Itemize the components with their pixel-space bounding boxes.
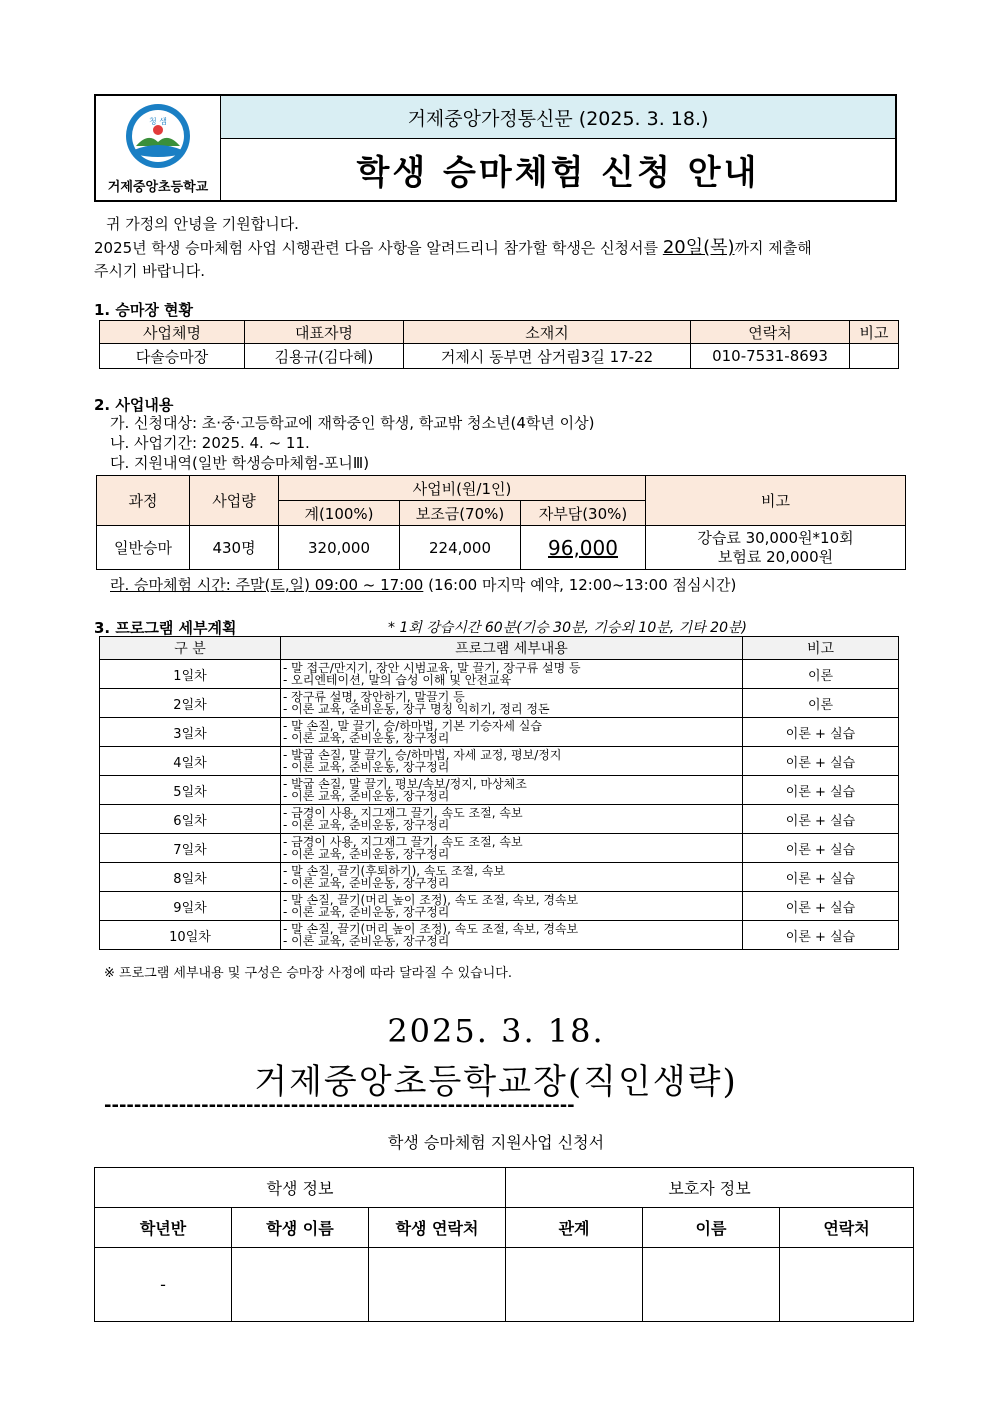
riding-time-detail: (16:00 마지막 예약, 12:00~13:00 점심시간) (428, 576, 737, 594)
program-content (281, 776, 743, 805)
program-content (281, 718, 743, 747)
h-grade-class: 학년반 (95, 1208, 232, 1248)
program-line-2: - 이론 교육, 준비운동, 장구정리 (283, 934, 450, 948)
guardian-phone-input[interactable] (780, 1248, 914, 1322)
program-note: 이론 + 실습 (743, 776, 899, 805)
program-line-2: - 이론 교육, 준비운동, 장구정리 (283, 905, 450, 919)
program-content (281, 689, 743, 718)
intro-line-2-pre: 2025년 학생 승마체험 사업 시행관련 다음 사항을 알려드리니 참가할 학생은 신청서를 (94, 239, 659, 257)
program-line-2: - 이론 교육, 준비운동, 장구정리 (283, 760, 450, 774)
intro-line-2-post: 까지 제출해 (734, 239, 812, 257)
section3-title: 3. 프로그램 세부계획 (94, 619, 237, 637)
program-day: 2일차 (100, 689, 281, 718)
col-content: 프로그램 세부내용 (281, 637, 743, 660)
form-title: 학생 승마체험 지원사업 신청서 (387, 1133, 605, 1152)
col-representative: 대표자명 (245, 321, 404, 344)
program-table (99, 636, 899, 950)
total-value: 320,000 (279, 526, 400, 570)
insurance-fee: 보험료 20,000원 (717, 547, 834, 566)
program-note: 이론 + 실습 (743, 718, 899, 747)
intro-line-1: 귀 가정의 안녕을 기원합니다. (106, 215, 299, 233)
program-row (100, 660, 899, 689)
h-amount: 사업량 (190, 476, 279, 526)
program-note: 이론 + 실습 (743, 921, 899, 950)
program-day: 5일차 (100, 776, 281, 805)
program-line-2: - 이론 교육, 준비운동, 장구정리 (283, 876, 450, 890)
section1-title: 1. 승마장 현황 (94, 301, 194, 319)
program-row (100, 689, 899, 718)
riding-center-table (99, 320, 899, 369)
self-pay-value: 96,000 (548, 535, 618, 560)
subsidy-value: 224,000 (400, 526, 521, 570)
program-note: 이론 (743, 660, 899, 689)
application-form (94, 1167, 914, 1322)
program-day: 8일차 (100, 863, 281, 892)
student-info-header: 학생 정보 (95, 1168, 506, 1208)
support-text: 다. 지원내역(일반 학생승마체험-포니Ⅲ) (110, 454, 370, 472)
col-contact: 연락처 (691, 321, 850, 344)
contact-value: 010-7531-8693 (691, 344, 850, 369)
program-line-1: - 말 손질, 말 끌기, 승/하마법, 기본 기승자세 실습 (283, 719, 542, 733)
program-note: 이론 (743, 689, 899, 718)
program-line-1: - 발굽 손질, 말 끌기, 승/하마법, 자세 교정, 평보/정지 (283, 748, 562, 762)
intro-line-2 (94, 237, 897, 259)
deadline-emphasis: 20일(목) (662, 237, 735, 258)
program-day: 6일차 (100, 805, 281, 834)
program-row (100, 892, 899, 921)
h-subsidy: 보조금(70%) (400, 501, 521, 526)
period-text: 나. 사업기간: 2025. 4. ~ 11. (110, 434, 310, 452)
h-self: 자부담(30%) (521, 501, 646, 526)
col-note: 비고 (850, 321, 899, 344)
program-content (281, 747, 743, 776)
newsletter-label: 거제중앙가정통신문 (2025. 3. 18.) (221, 96, 895, 139)
lesson-time-note: * 1회 강습시간 60분(기승 30분, 기승외 10분, 기타 20분) (388, 620, 747, 636)
program-line-2: - 이론 교육, 준비운동, 장구정리 (283, 818, 450, 832)
program-line-1: - 말 손질, 끌기(머리 높이 조정), 속도 조절, 속보, 경속보 (283, 893, 579, 907)
address-value: 거제시 동부면 삼거림3길 17-22 (404, 344, 691, 369)
col-address: 소재지 (404, 321, 691, 344)
relation-input[interactable] (506, 1248, 643, 1322)
program-day: 7일차 (100, 834, 281, 863)
program-note: 이론 + 실습 (743, 805, 899, 834)
course-value: 일반승마 (97, 526, 190, 570)
program-line-2: - 이론 교육, 준비운동, 장구정리 (283, 847, 450, 861)
cut-line: --------------------------------------------------------------- (104, 1095, 575, 1116)
page-title: 학생 승마체험 신청 안내 (356, 153, 760, 193)
program-day: 9일차 (100, 892, 281, 921)
issue-date: 2025. 3. 18. (387, 1012, 605, 1050)
program-day: 1일차 (100, 660, 281, 689)
header-box (94, 94, 897, 202)
program-content (281, 892, 743, 921)
cost-note-cell (646, 526, 906, 570)
program-line-1: - 발굽 손질, 말 끌기, 평보/속보/정지, 마상체조 (283, 777, 527, 791)
h-course: 과정 (97, 476, 190, 526)
program-line-1: - 금경이 사용, 지그재그 끌기, 속도 조절, 속보 (283, 835, 523, 849)
support-table (96, 475, 906, 570)
lesson-fee: 강습료 30,000원*10회 (697, 528, 854, 547)
student-name-input[interactable] (232, 1248, 369, 1322)
program-row (100, 776, 899, 805)
program-note: 이론 + 실습 (743, 747, 899, 776)
guardian-name-input[interactable] (643, 1248, 780, 1322)
program-line-1: - 말 손질, 끌기(후퇴하기), 속도 조절, 속보 (283, 864, 505, 878)
h-note: 비고 (646, 476, 906, 526)
h-total: 계(100%) (279, 501, 400, 526)
program-row (100, 834, 899, 863)
col-day: 구 분 (100, 637, 281, 660)
program-footnote: ※ 프로그램 세부내용 및 구성은 승마장 사정에 따라 달라질 수 있습니다. (104, 966, 512, 981)
program-line-2: - 이론 교육, 준비운동, 장구정리 (283, 731, 450, 745)
student-phone-input[interactable] (369, 1248, 506, 1322)
h-relation: 관계 (506, 1208, 643, 1248)
h-student-name: 학생 이름 (232, 1208, 369, 1248)
program-day: 3일차 (100, 718, 281, 747)
intro-line-3: 주시기 바랍니다. (94, 262, 205, 280)
program-content (281, 921, 743, 950)
amount-value: 430명 (190, 526, 279, 570)
col-program-note: 비고 (743, 637, 899, 660)
self-pay-cell (521, 526, 646, 570)
program-content (281, 805, 743, 834)
program-line-1: - 장구류 설명, 장안하기, 말끌기 등 (283, 690, 465, 704)
program-row (100, 863, 899, 892)
program-line-2: - 오리엔테이션, 말의 습성 이해 및 안전교육 (283, 673, 512, 687)
program-day: 4일차 (100, 747, 281, 776)
program-line-2: - 이론 교육, 준비운동, 장구 명칭 익히기, 정리 정돈 (283, 702, 550, 716)
program-note: 이론 + 실습 (743, 863, 899, 892)
col-company: 사업체명 (100, 321, 245, 344)
logo-text: 청 샘 (149, 117, 167, 126)
program-line-1: - 금경이 사용, 지그재그 끌기, 속도 조절, 속보 (283, 806, 523, 820)
program-line-2: - 이론 교육, 준비운동, 장구정리 (283, 789, 450, 803)
company-name: 다솔승마장 (100, 344, 245, 369)
program-content (281, 834, 743, 863)
h-guardian-name: 이름 (643, 1208, 780, 1248)
riding-time (110, 574, 736, 596)
target-text: 가. 신청대상: 초·중·고등학교에 재학중인 학생, 학교밖 청소년(4학년 이상) (110, 414, 595, 432)
h-cost: 사업비(원/1인) (279, 476, 646, 501)
program-line-1: - 말 접근/만지기, 장안 시범교육, 말 끌기, 장구류 설명 등 (283, 661, 581, 675)
school-emblem-icon (96, 96, 220, 176)
grade-class-input[interactable]: - (95, 1248, 232, 1322)
representative-name: 김용규(김다혜) (245, 344, 404, 369)
program-row (100, 921, 899, 950)
h-guardian-phone: 연락처 (780, 1208, 914, 1248)
principal-name: 거제중앙초등학교장(직인생략) (254, 1062, 738, 1102)
section2-title: 2. 사업내용 (94, 396, 174, 414)
program-row (100, 747, 899, 776)
program-note: 이론 + 실습 (743, 834, 899, 863)
program-row (100, 718, 899, 747)
note-value (850, 344, 899, 369)
program-content (281, 660, 743, 689)
program-row (100, 805, 899, 834)
h-student-phone: 학생 연락처 (369, 1208, 506, 1248)
program-note: 이론 + 실습 (743, 892, 899, 921)
guardian-info-header: 보호자 정보 (506, 1168, 914, 1208)
school-logo (96, 96, 221, 200)
riding-time-main: 라. 승마체험 시간: 주말(토,일) 09:00 ~ 17:00 (110, 576, 424, 594)
program-content (281, 863, 743, 892)
program-line-1: - 말 손질, 끌기(머리 높이 조정), 속도 조절, 속보, 경속보 (283, 922, 579, 936)
school-name-small: 거제중앙초등학교 (107, 180, 209, 195)
program-day: 10일차 (100, 921, 281, 950)
